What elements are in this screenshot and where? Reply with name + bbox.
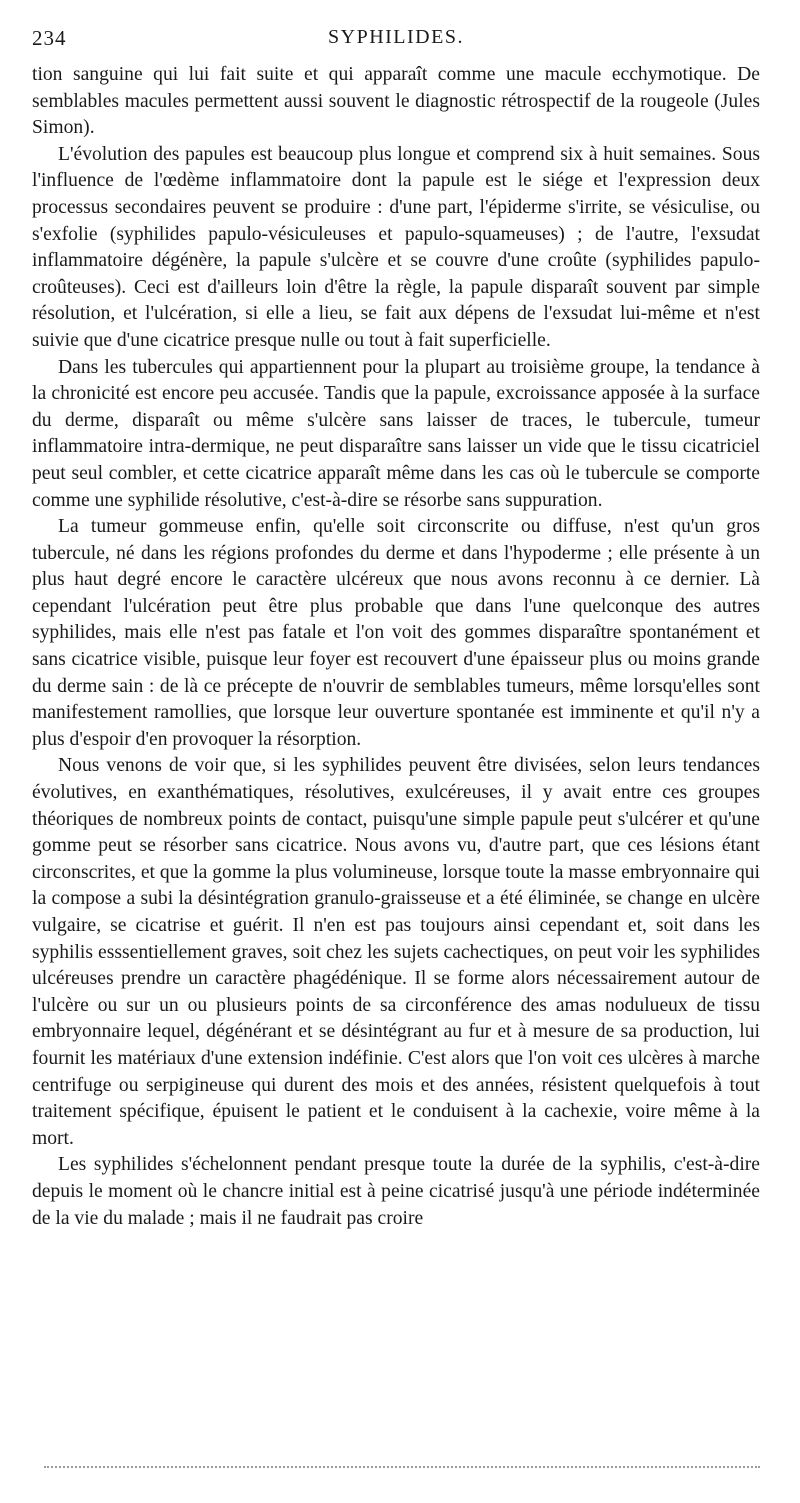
running-head bbox=[32, 18, 760, 62]
page-bottom-rule bbox=[44, 1466, 760, 1468]
running-title: SYPHILIDES. bbox=[328, 26, 464, 48]
paragraph-groupes-theoriques: Nous venons de voir que, si les syphilides peuvent être divisées, selon leurs tendances évolutives, en exanthématiques, résolutives, exulcéreuses, il y avait entre ces groupes théoriques de nombreux points de contact, puisqu'une simple papule peut s'ulcérer et qu'une gomme peut se résorber sans cicatrice. Nous avons vu, d'autre part, que ces lésions étant circonscrites, et que la gomme la plus volumineuse, lorsque toute la masse embryonnaire qui la compose a subi la désintégration granulo-graisseuse et a été éliminée, se change en ulcère vulgaire, se cicatrise et guérit. Il n'en est pas toujours ainsi cependant et, soit dans les syphilis esssentiellement graves, soit chez les sujets cachectiques, on peut voir les syphilides ulcéreuses prendre un caractère phagédénique. Il se forme alors nécessairement autour de l'ulcère ou sur un ou plusieurs points de sa circonférence des amas nodulueux de tissu embryonnaire lequel, dégénérant et se désintégrant au fur et à mesure de sa production, lui fournit les matériaux d'une extension indéfinie. C'est alors que l'on voit ces ulcères à marche centrifuge ou serpigineuse qui durent des mois et des années, résistent quelquefois à tout traitement spécifique, épuisent le patient et le conduisent à la cachexie, voire même à la mort. bbox=[32, 755, 760, 1149]
book-page bbox=[32, 18, 760, 1232]
paragraph-echelonnement: Les syphilides s'échelonnent pendant presque toute la durée de la syphilis, c'est-à-dire depuis le moment où le chancre initial est à peine cicatrisé jusqu'à une période indéterminée de la vie du malade ; mais il ne faudrait pas croire bbox=[32, 1154, 760, 1229]
paragraph-tubercules: Dans les tubercules qui appartiennent pour la plupart au troisième groupe, la tendance à la chronicité est encore peu accusée. Tandis que la papule, excroissance apposée à la surface du derme, disparaît ou même s'ulcère sans laisser de traces, le tubercule, tumeur inflammatoire intra-dermique, ne peut disparaître sans laisser un vide que le tissu cicatriciel peut seul combler, et cette cicatrice apparaît même dans les cas où le tubercule se comporte comme une syphilide résolutive, c'est-à-dire se résorbe sans suppuration. bbox=[32, 356, 760, 511]
page-number: 234 bbox=[32, 26, 67, 50]
paragraph-papules: L'évolution des papules est beaucoup plus longue et comprend six à huit semaines. Sous l'influence de l'œdème inflammatoire dont la papule est le siége et l'expression deux processus secondaires peuvent se produire : d'une part, l'épiderme s'irrite, se vésiculise, ou s'exfolie (syphilides papulo-vésiculeuses et papulo-squameuses) ; de l'autre, l'exsudat inflammatoire dégénère, la papule s'ulcère et se couvre d'une croûte (syphilides papulo-croûteuses). Ceci est d'ailleurs loin d'être la règle, la papule disparaît souvent par simple résolution, et l'ulcération, si elle a lieu, se fait aux dépens de l'exsudat lui-même et n'est suivie que d'une cicatrice presque nulle ou tout à fait superficielle. bbox=[32, 143, 760, 351]
paragraph-continuation: tion sanguine qui lui fait suite et qui apparaît comme une macule ecchymotique. De semblables macules permettent aussi souvent le diagnostic rétrospectif de la rougeole (Jules Simon). bbox=[32, 64, 760, 139]
body-text bbox=[32, 62, 760, 1232]
paragraph-tumeur-gommeuse: La tumeur gommeuse enfin, qu'elle soit circonscrite ou diffuse, n'est qu'un gros tubercule, né dans les régions profondes du derme et dans l'hypoderme ; elle présente à un plus haut degré encore le caractère ulcéreux que nous avons reconnu à ce dernier. Là cependant l'ulcération peut être plus probable que dans l'une quelconque des autres syphilides, mais elle n'est pas fatale et l'on voit des gommes disparaître spontanément et sans cicatrice visible, puisque leur foyer est recouvert d'une épaisseur plus ou moins grande du derme sain : de là ce précepte de n'ouvrir de semblables tumeurs, même lorsqu'elles sont manifestement ramollies, que lorsque leur ouverture spontanée est imminente et qu'il n'y a plus d'espoir d'en provoquer la résorption. bbox=[32, 516, 760, 750]
